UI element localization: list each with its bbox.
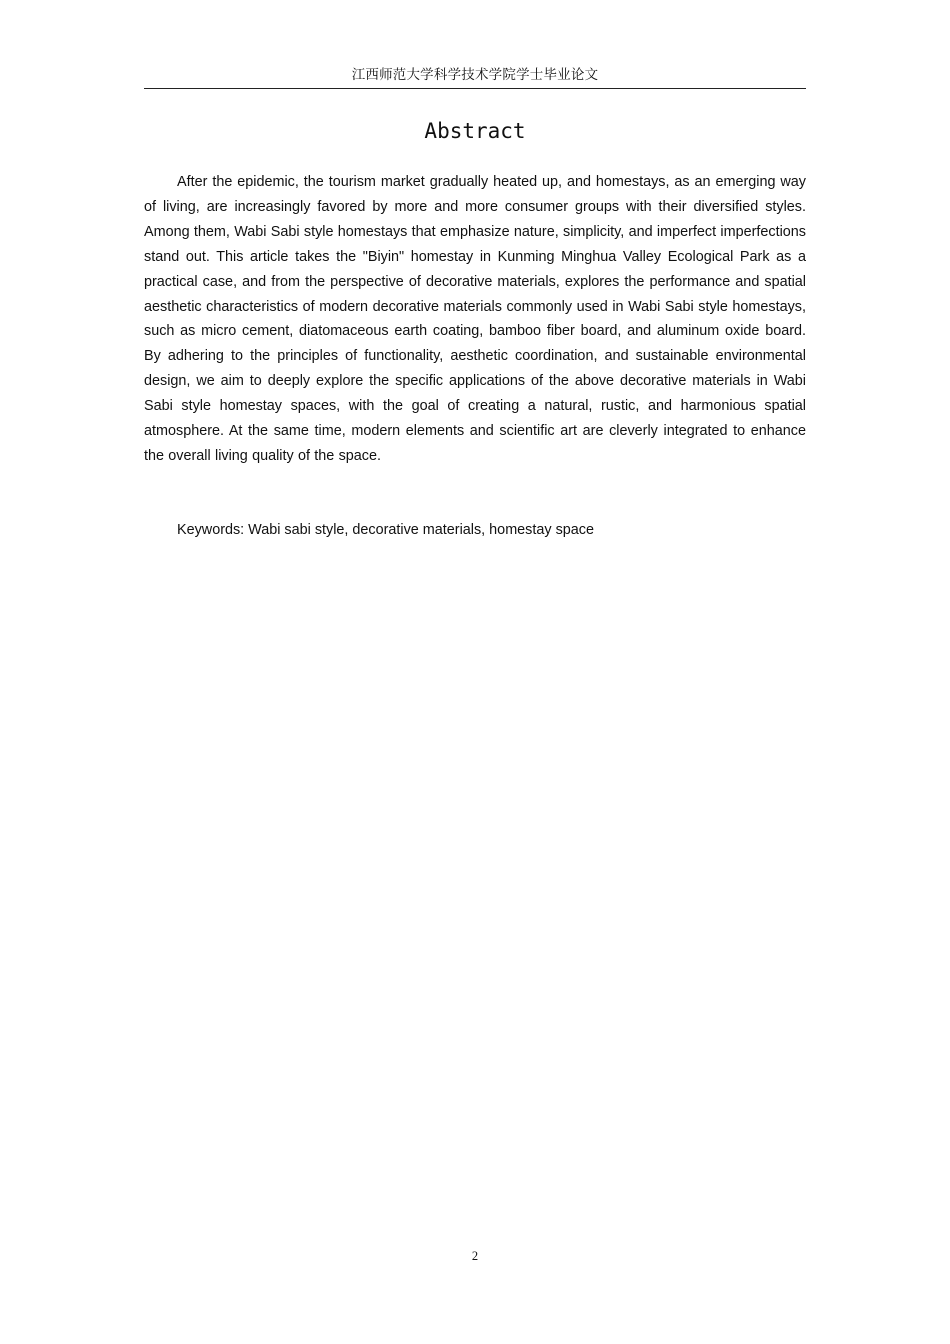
header-divider [144,88,806,89]
abstract-body: After the epidemic, the tourism market gradually heated up, and homestays, as an emerging way of living, are increasingly favored by more and more consumer groups with their diversified styles. Among them, Wabi Sabi style homestays that emphasize nature, simplicity, and imperfect imperfections stand out. This article takes the "Biyin" homestay in Kunming Minghua Valley Ecological Park as a practical case, and from the perspective of decorative materials, explores the performance and spatial aesthetic characteristics of modern decorative materials commonly used in Wabi Sabi style homestays, such as micro cement, diatomaceous earth coating, bamboo fiber board, and aluminum oxide board. By adhering to the principles of functionality, aesthetic coordination, and sustainable environmental design, we aim to deeply explore the specific applications of the above decorative materials in Wabi Sabi style homestay spaces, with the goal of creating a natural, rustic, and harmonious spatial atmosphere. At the same time, modern elements and scientific art are cleverly integrated to enhance the overall living quality of the space. [144,174,806,464]
abstract-title: Abstract [424,119,526,143]
keywords: Keywords: Wabi sabi style, decorative materials, homestay space [177,522,594,538]
page-number: 2 [471,1249,479,1263]
running-header: 江西师范大学科学技术学院学士毕业论文 [351,67,599,83]
